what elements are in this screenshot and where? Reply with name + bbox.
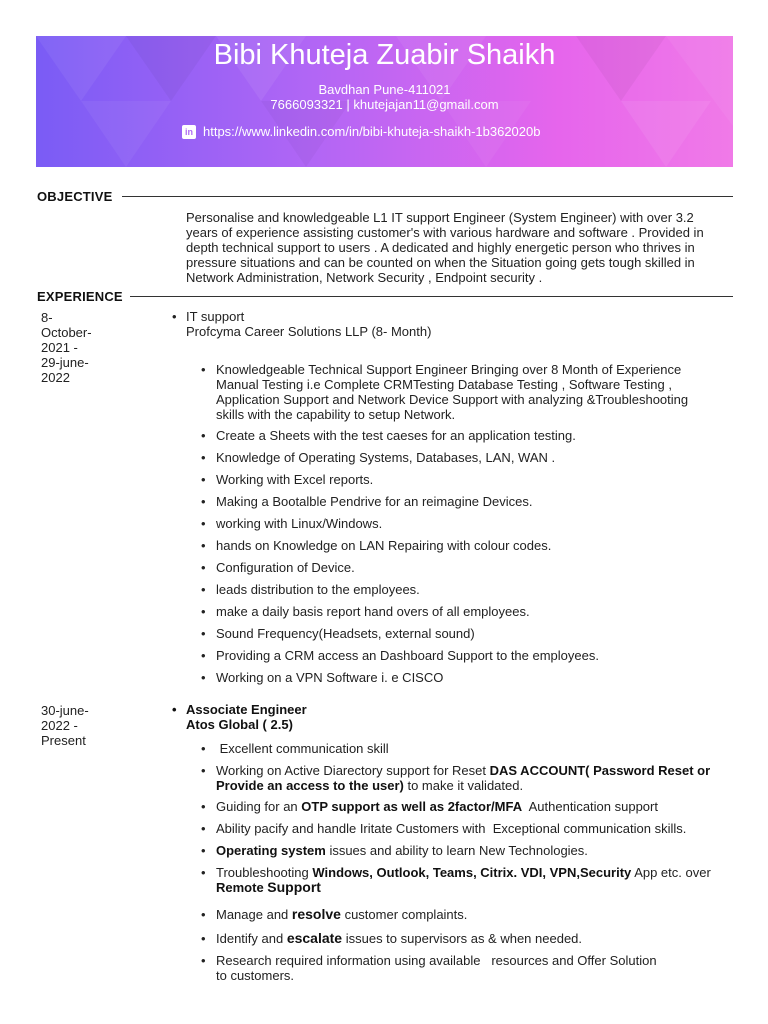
job-date: 8- October- 2021 - 29-june- 2022 [41, 310, 92, 385]
section-title-experience: EXPERIENCE [37, 289, 123, 304]
job-date: 30-june- 2022 - Present [41, 703, 89, 748]
email-link[interactable]: khutejajan11@gmail.com [353, 97, 499, 112]
job-company: Profcyma Career Solutions LLP (8- Month) [186, 324, 432, 339]
bullet: • [172, 309, 177, 324]
phone: 7666093321 [270, 97, 343, 112]
section-divider [130, 296, 733, 297]
job-company: Atos Global ( 2.5) [186, 717, 293, 732]
resume-header [36, 36, 733, 167]
linkedin-icon: in [182, 125, 196, 139]
linkedin-row [182, 124, 540, 140]
candidate-name: Bibi Khuteja Zuabir Shaikh [213, 39, 556, 71]
address: Bavdhan Pune-411021 [318, 82, 451, 97]
linkedin-link[interactable]: https://www.linkedin.com/in/bibi-khuteja-shaikh-1b362020b [203, 124, 541, 139]
section-divider [122, 196, 733, 197]
contact-line: 7666093321 | khutejajan11@gmail.com [270, 97, 499, 112]
objective-paragraph: Personalise and knowledgeable L1 IT support Engineer (System Engineer) with over 3.2 years of experience assisting customer's with various hardware and software . Provided in depth technical support to users . A dedicated and highly energetic person who thrives in pressure situations and can be counted on when the Situation going gets tough skilled in Network Administration, Network Security , Endpoint security . [186, 210, 704, 285]
job-role: IT support [186, 309, 245, 324]
section-title-objective: OBJECTIVE [37, 189, 113, 204]
bullet: • [172, 702, 177, 717]
job-role: Associate Engineer [186, 702, 307, 717]
